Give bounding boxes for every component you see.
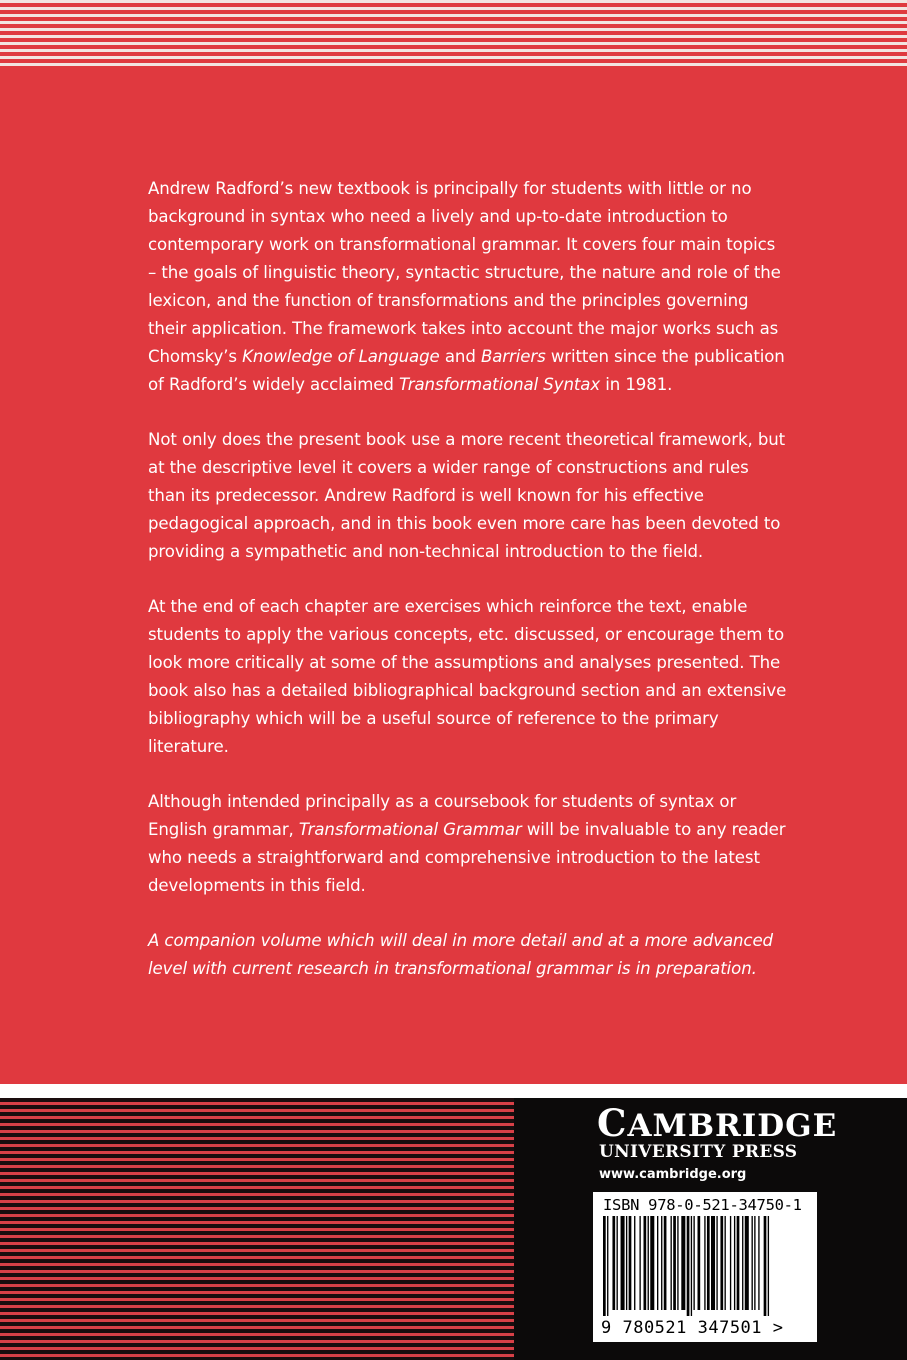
white-divider-band — [0, 1084, 907, 1098]
barcode-bar — [720, 1216, 723, 1310]
barcode-bar — [657, 1216, 658, 1310]
blurb-paragraph-1: Andrew Radford’s new textbook is principally for students with little or no background in syntax who need a lively and up-to-date introduction to contemporary work on transformational grammar. It covers four main topics – the goals of linguistic theory, syntactic structure, the nature and role of the lexicon, and the function of transformations and the principles governing their application. The framework takes into account the major works such as Chomsky’s Knowledge of Language and Barriers written since the publication of Radford’s widely acclaimed Transformational Syntax in 1981. — [148, 179, 785, 394]
barcode-bar — [681, 1216, 685, 1310]
barcode-bar — [716, 1216, 717, 1310]
barcode-bar — [764, 1216, 767, 1316]
barcode-bar — [671, 1216, 672, 1310]
publisher-url: www.cambridge.org — [599, 1167, 747, 1182]
barcode-bar — [758, 1216, 759, 1310]
blurb-paragraph-5: A companion volume which will deal in more detail and at a more advanced level with current research in transformational grammar is in preparation. — [148, 931, 773, 978]
barcode-bar — [745, 1216, 749, 1310]
barcode-bar — [677, 1216, 678, 1310]
barcode-bar — [639, 1216, 640, 1310]
barcode-bar — [687, 1216, 690, 1316]
barcode-digits: 9 780521 347501 > — [601, 1318, 784, 1338]
barcode-bar — [648, 1216, 649, 1310]
back-cover-blurb — [148, 175, 788, 1010]
bottom-stripe-block — [0, 1098, 514, 1360]
publisher-subtitle: UNIVERSITY PRESS — [599, 1142, 798, 1162]
barcode-bar — [617, 1216, 618, 1310]
barcode-bar — [754, 1216, 755, 1310]
barcode-bar — [607, 1216, 608, 1316]
publisher-logo-name: CAMBRIDGE — [597, 1101, 838, 1145]
barcode-bar — [742, 1216, 743, 1310]
barcode-bar — [737, 1216, 740, 1310]
top-stripe-band — [0, 0, 907, 70]
barcode-bar — [707, 1216, 710, 1310]
barcode-bar — [626, 1216, 627, 1310]
barcode-bar — [698, 1216, 701, 1310]
blurb-paragraph-3: At the end of each chapter are exercises which reinforce the text, enable students to apply the various concepts, etc. discussed, or encourage them to look more critically at some of the assumptions and analyses presented. The book also has a detailed bibliographical background section and an extensive bibliography which will be a useful source of reference to the primary literature. — [148, 597, 787, 756]
barcode-bar — [734, 1216, 735, 1310]
barcode-bar — [673, 1216, 676, 1310]
barcode-bar — [644, 1216, 647, 1310]
isbn-label: ISBN 978-0-521-34750-1 — [603, 1196, 802, 1214]
barcode-bar — [629, 1216, 632, 1310]
barcode-box — [593, 1192, 817, 1342]
barcode-bar — [621, 1216, 625, 1310]
barcode-bar — [650, 1216, 654, 1310]
barcode-bar — [768, 1216, 769, 1316]
blurb-paragraph-2: Not only does the present book use a more recent theoretical framework, but at the descriptive level it covers a wider range of constructions and rules than its predecessor. Andrew Radford is well known for his effective pedagogical approach, and in this book even more care has been devoted to providing a sympathetic and non-technical introduction to the field. — [148, 430, 786, 561]
barcode-bar — [603, 1216, 606, 1316]
barcode-bar — [612, 1216, 615, 1310]
barcode-bar — [691, 1216, 692, 1316]
barcode-bar — [664, 1216, 667, 1310]
barcode-bar — [730, 1216, 731, 1310]
barcode-icon — [593, 1214, 817, 1318]
barcode-bar — [725, 1216, 726, 1310]
barcode-bar — [711, 1216, 715, 1310]
barcode-bar — [693, 1216, 694, 1310]
barcode-bar — [634, 1216, 635, 1310]
barcode-bar — [752, 1216, 753, 1310]
barcode-bar — [704, 1216, 705, 1310]
blurb-paragraph-4: Although intended principally as a coursebook for students of syntax or English grammar, Transformational Grammar will be invaluable to any reader who needs a straightforward and comprehensive introduction to the latest developments in this field. — [148, 792, 786, 895]
barcode-bar — [661, 1216, 662, 1310]
